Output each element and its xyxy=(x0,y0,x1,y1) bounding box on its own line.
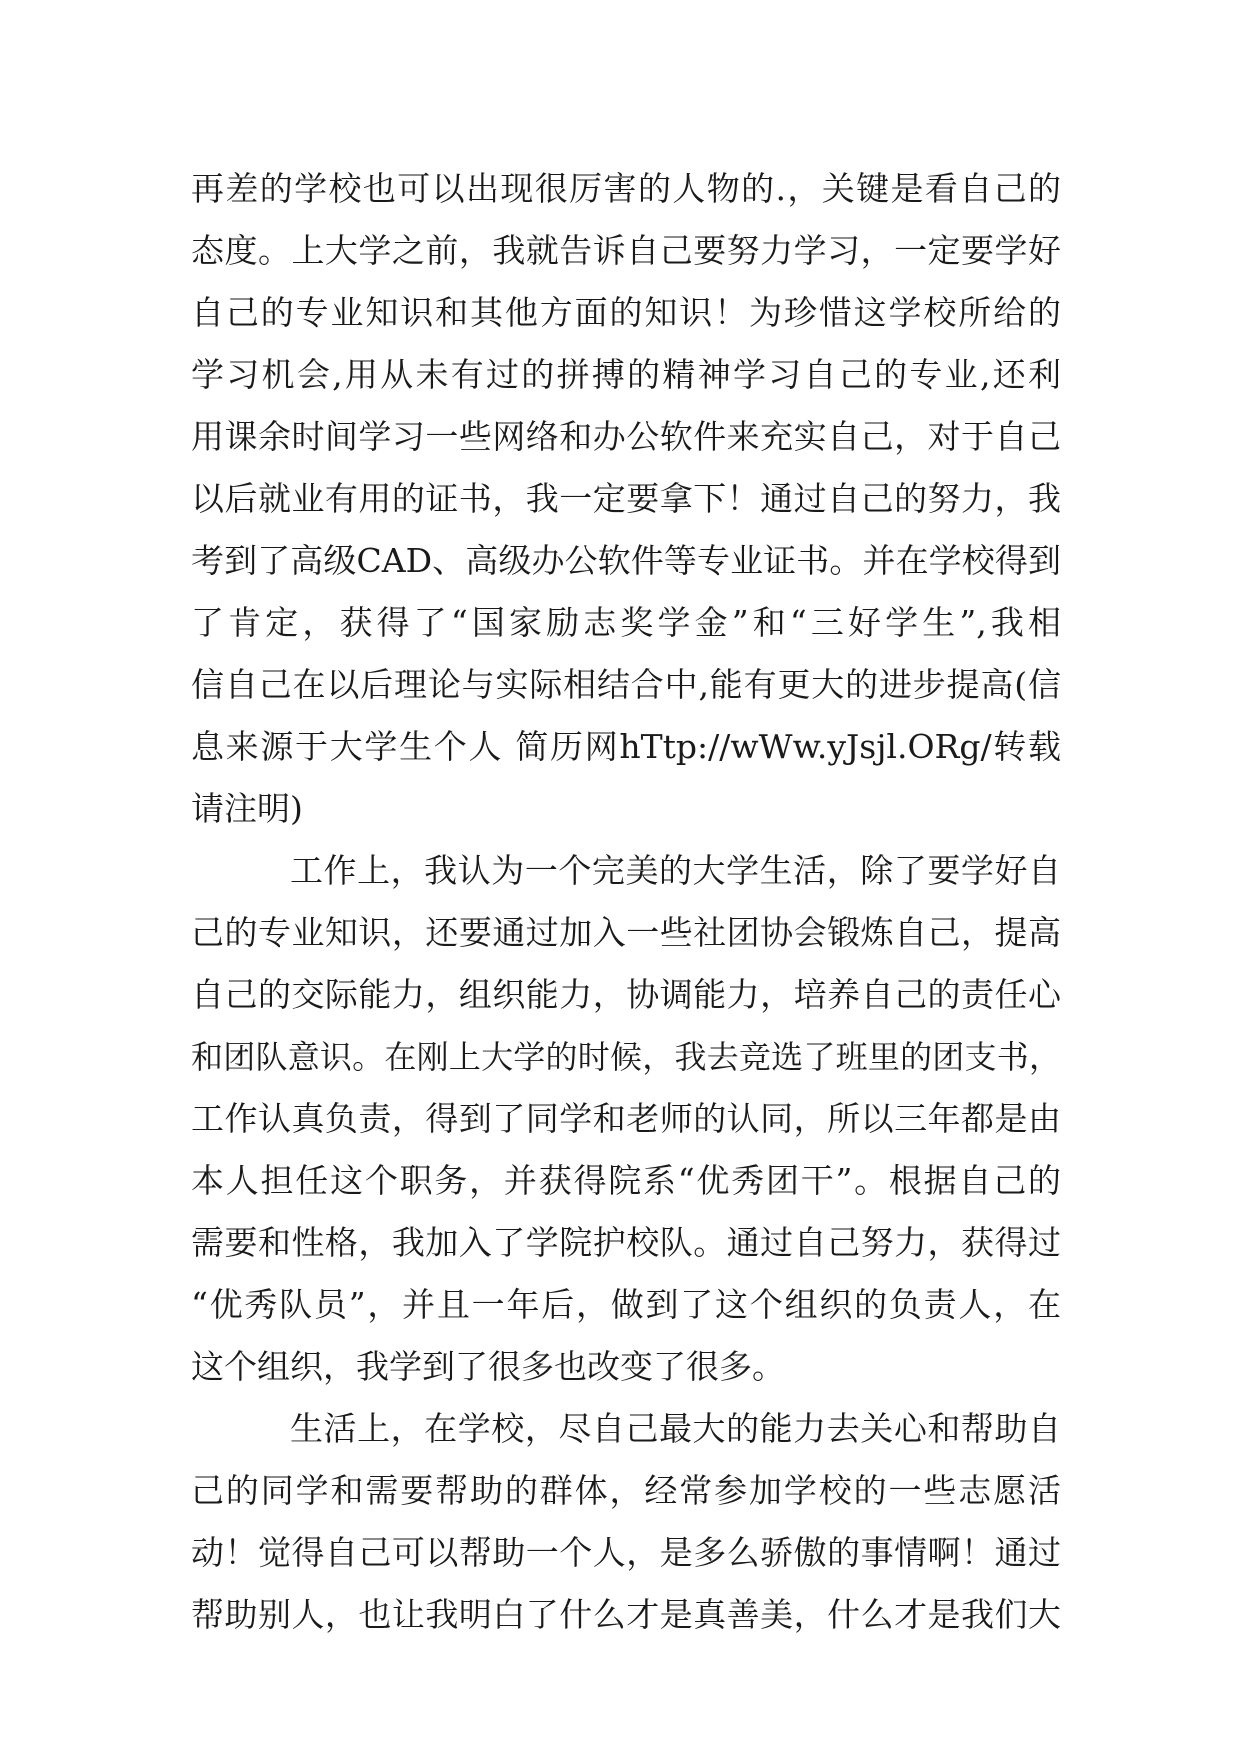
text-line: 自己的交际能力，组织能力，协调能力，培养自己的责任心 xyxy=(191,975,1061,1014)
text-line: 本人担任这个职务，并获得院系“优秀团干”。根据自己的 xyxy=(191,1161,1061,1200)
text-line: 自己的专业知识和其他方面的知识！为珍惜这学校所给的 xyxy=(191,293,1061,332)
body-text xyxy=(191,158,1061,1646)
text-line: 信自己在以后理论与实际相结合中,能有更大的进步提高(信 xyxy=(191,665,1061,704)
text-line: 和团队意识。在刚上大学的时候，我去竞选了班里的团支书， xyxy=(191,1038,1061,1076)
text-line: 生活上，在学校，尽自己最大的能力去关心和帮助自 xyxy=(290,1409,1061,1448)
text-line: 帮助别人，也让我明白了什么才是真善美，什么才是我们大 xyxy=(191,1595,1061,1634)
text-line: 动！觉得自己可以帮助一个人，是多么骄傲的事情啊！通过 xyxy=(191,1533,1061,1572)
text-line: “优秀队员”，并且一年后，做到了这个组织的负责人，在 xyxy=(191,1285,1061,1324)
text-line: 工作认真负责，得到了同学和老师的认同，所以三年都是由 xyxy=(191,1099,1061,1138)
text-line: 态度。上大学之前，我就告诉自己要努力学习，一定要学好 xyxy=(191,231,1061,270)
text-line: 己的同学和需要帮助的群体，经常参加学校的一些志愿活 xyxy=(191,1471,1061,1510)
text-line: 学习机会,用从未有过的拼搏的精神学习自己的专业,还利 xyxy=(191,355,1061,394)
text-line: 考到了高级CAD、高级办公软件等专业证书。并在学校得到 xyxy=(191,541,1061,580)
text-line: 工作上，我认为一个完美的大学生活，除了要学好自 xyxy=(290,851,1061,890)
text-line: 己的专业知识，还要通过加入一些社团协会锻炼自己，提高 xyxy=(191,913,1061,952)
text-line: 了肯定，获得了“国家励志奖学金”和“三好学生”,我相 xyxy=(191,603,1061,642)
text-line: 需要和性格，我加入了学院护校队。通过自己努力，获得过 xyxy=(191,1223,1061,1262)
text-line: 以后就业有用的证书，我一定要拿下！通过自己的努力，我 xyxy=(191,479,1061,518)
text-line: 请注明) xyxy=(191,789,303,828)
text-line: 这个组织，我学到了很多也改变了很多。 xyxy=(191,1347,785,1386)
text-line: 息来源于大学生个人 简历网hTtp://wWw.yJsjl.ORg/转载 xyxy=(191,727,1061,766)
text-line: 再差的学校也可以出现很厉害的人物的.，关键是看自己的 xyxy=(191,169,1061,208)
text-line: 用课余时间学习一些网络和办公软件来充实自己，对于自己 xyxy=(191,417,1061,456)
